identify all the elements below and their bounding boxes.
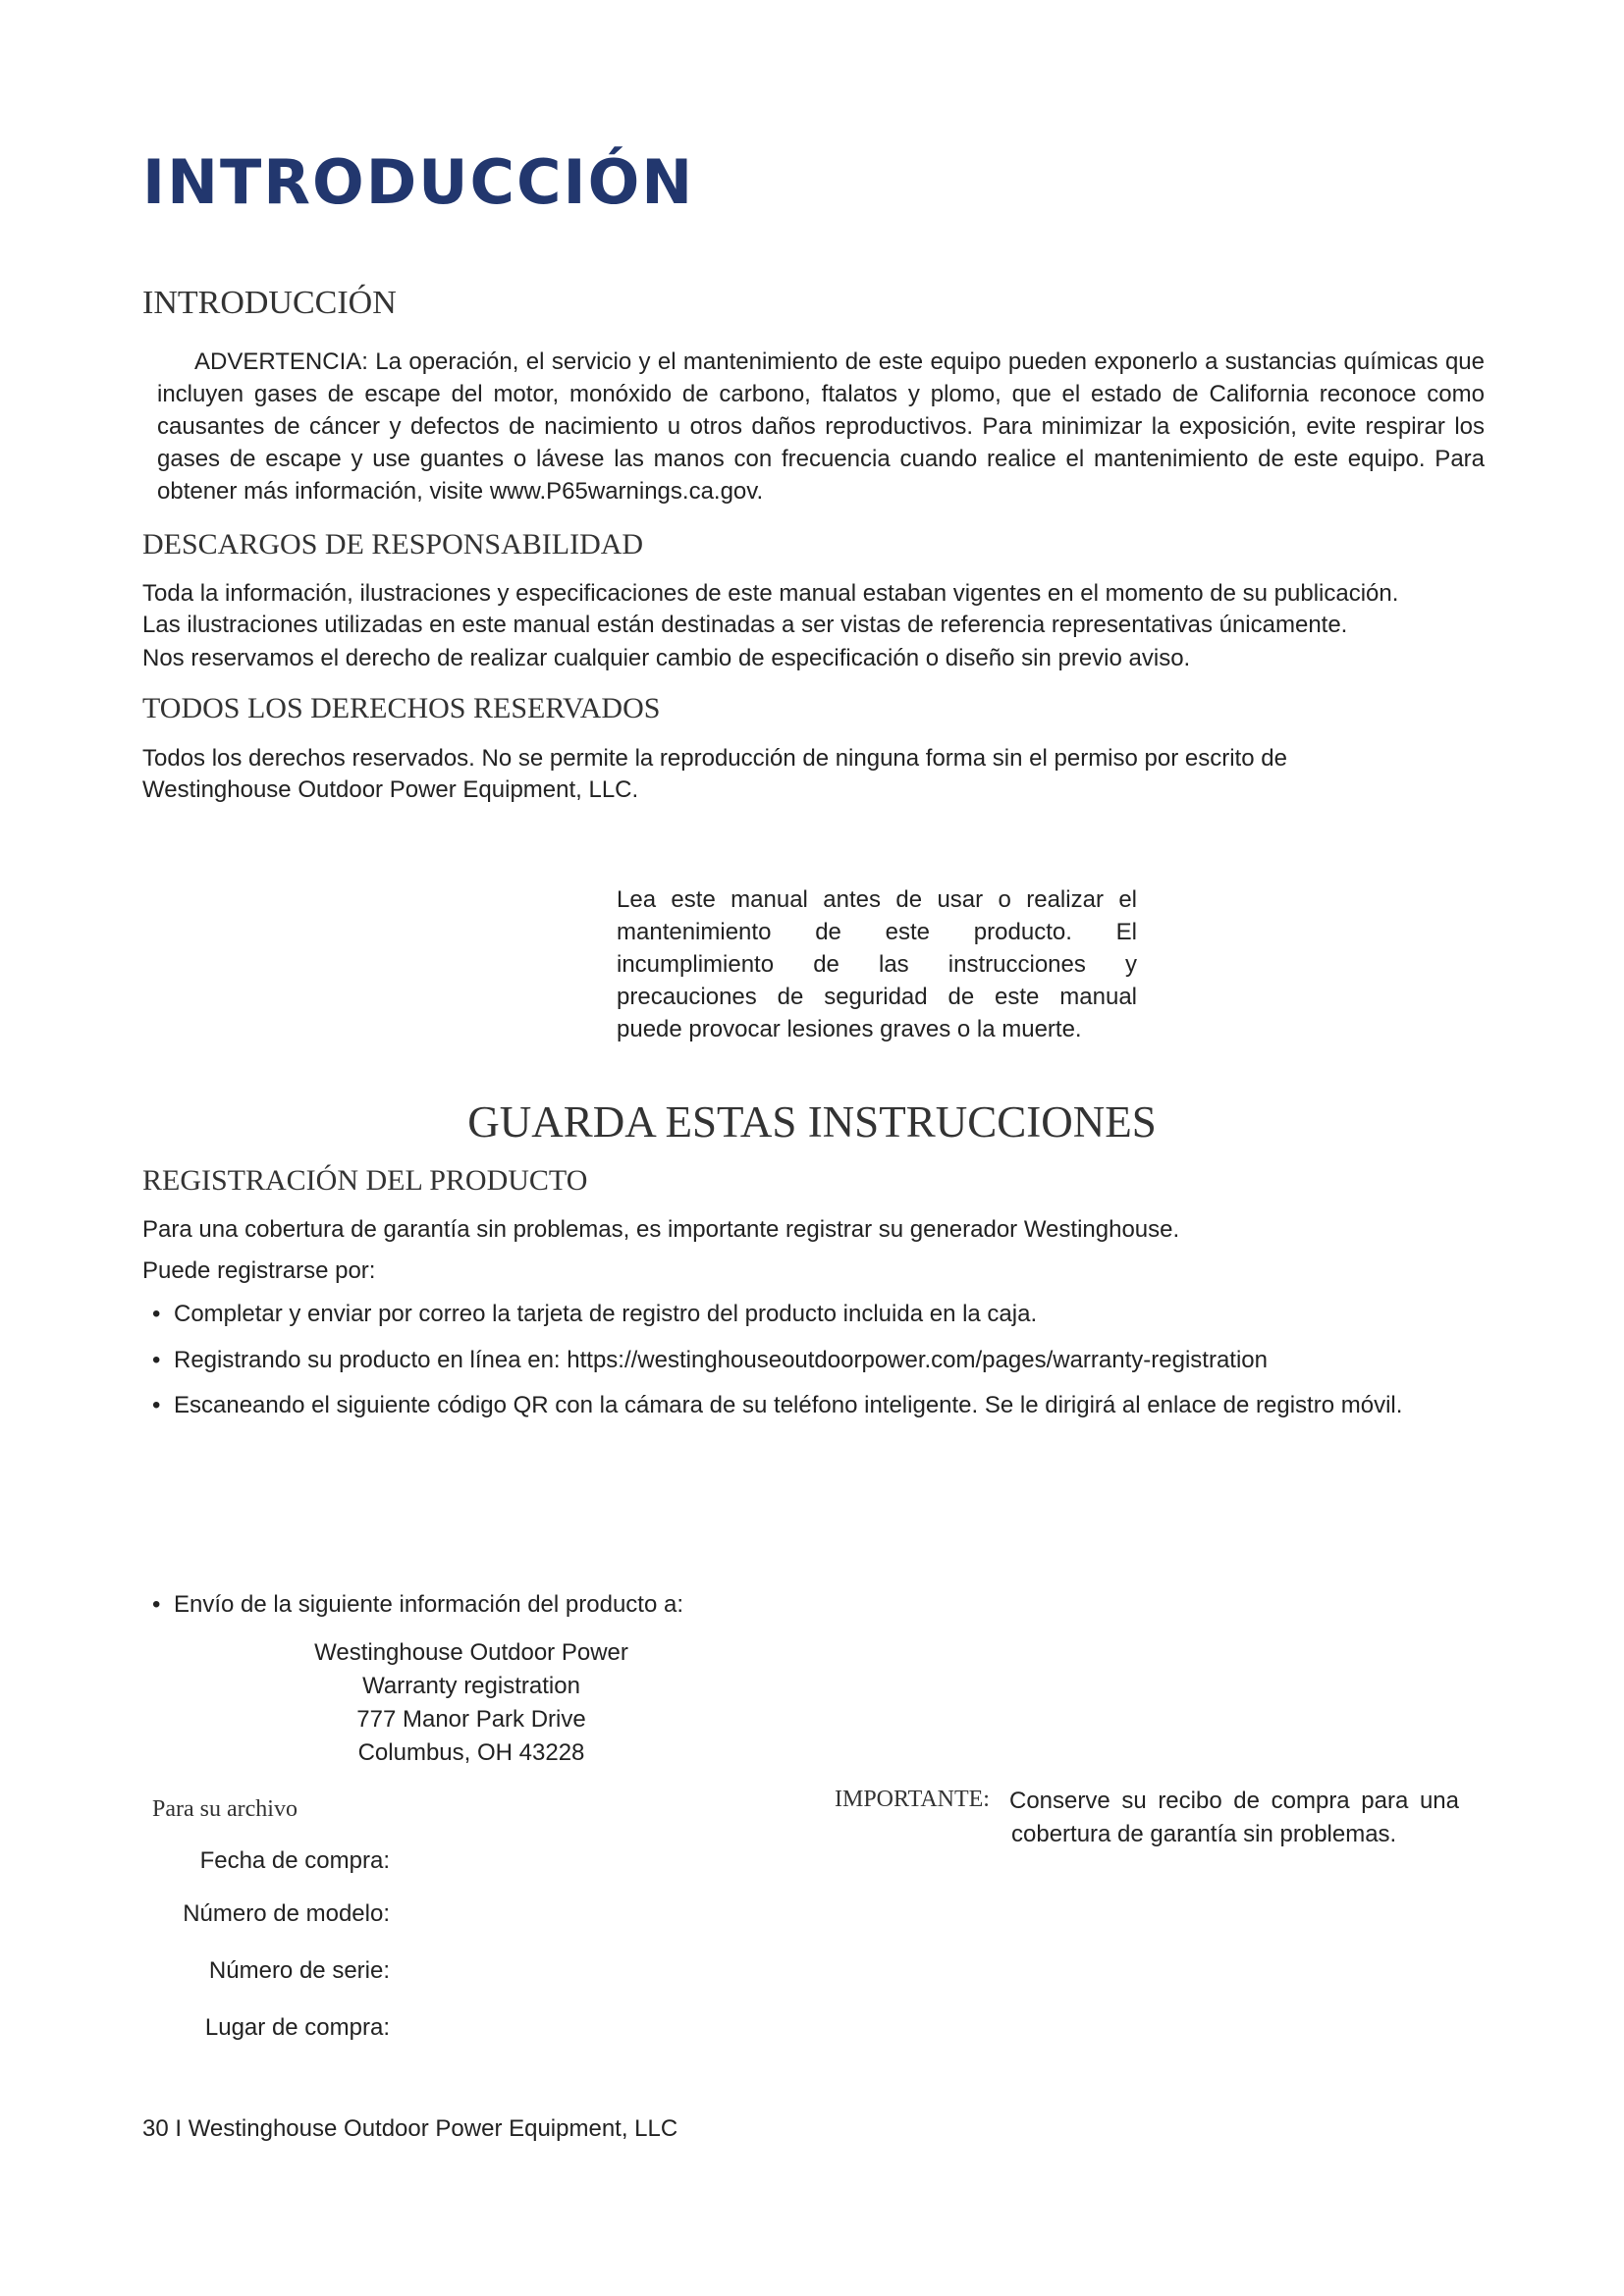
read-manual-notice: Lea este manual antes de usar o realizar el mantenimiento de este producto. El incumplimiento de las instrucciones y precauciones de seguridad de este manual puede provocar lesiones graves o la muerte. <box>617 886 1137 1042</box>
list-item <box>152 1591 683 1619</box>
bullet-icon: • <box>152 1392 161 1418</box>
rights-heading: TODOS LOS DERECHOS RESERVADOS <box>142 692 661 724</box>
purchase-place-label: Lugar de compra: <box>204 2014 390 2041</box>
disclaimer-line-2: Las ilustraciones utilizadas en este manual están destinadas a ser vistas de referencia representativas únicamente. <box>142 612 1348 638</box>
save-instructions-heading: GUARDA ESTAS INSTRUCCIONES <box>467 1097 1157 1147</box>
important-label: IMPORTANTE: <box>835 1787 990 1812</box>
records-heading: Para su archivo <box>152 1796 298 1822</box>
disclaimer-heading: DESCARGOS DE RESPONSABILIDAD <box>142 528 644 561</box>
list-item <box>152 1347 1268 1374</box>
warning-paragraph: ADVERTENCIA: La operación, el servicio y el mantenimiento de este equipo pueden exponerlo a sustancias químicas que incluyen gases de escape del motor, monóxido de carbono, ftalatos y plomo, que el estado de California reconoce como causantes de cáncer y defectos de nacimiento u otros daños reproductivos. Para minimizar la exposición, evite respirar los gases de escape y use guantes o lávese las manos con frecuencia cuando realice el mantenimiento de este equipo. Para obtener más información, visite www.P65warnings.ca.gov. <box>157 348 1485 505</box>
rights-line-2: Westinghouse Outdoor Power Equipment, LLC. <box>142 776 639 803</box>
list-item <box>152 1301 1037 1328</box>
bullet-icon: • <box>152 1347 161 1373</box>
important-note: Conserve su recibo de compra para una cobertura de garantía sin problemas. <box>1009 1788 1459 1847</box>
registration-heading: REGISTRACIÓN DEL PRODUCTO <box>142 1164 588 1197</box>
page-title: INTRODUCCIÓN <box>142 146 695 218</box>
disclaimer-line-3: Nos reservamos el derecho de realizar cualquier cambio de especificación o diseño sin previo aviso. <box>142 645 1191 671</box>
address-line: Columbus, OH 43228 <box>357 1739 585 1766</box>
purchase-date-label: Fecha de compra: <box>199 1847 390 1874</box>
bullet-icon: • <box>152 1591 161 1618</box>
address-line: Warranty registration <box>362 1673 580 1699</box>
model-number-label: Número de modelo: <box>183 1900 390 1927</box>
bullet-text: Completar y enviar por correo la tarjeta de registro del producto incluida en la caja. <box>174 1301 1038 1327</box>
registration-intro: Para una cobertura de garantía sin problemas, es importante registrar su generador Westinghouse. <box>142 1216 1180 1243</box>
list-item <box>152 1392 1402 1419</box>
bullet-text: Registrando su producto en línea en: https://westinghouseoutdoorpower.com/pages/warranty-registration <box>174 1347 1268 1373</box>
intro-heading: INTRODUCCIÓN <box>142 285 397 321</box>
bullet-icon: • <box>152 1301 161 1327</box>
disclaimer-line-1: Toda la información, ilustraciones y especificaciones de este manual estaban vigentes en el momento de su publicación. <box>142 580 1399 607</box>
address-block <box>295 1636 648 1770</box>
address-line: 777 Manor Park Drive <box>356 1706 586 1733</box>
bullet-text: Envío de la siguiente información del producto a: <box>174 1591 683 1618</box>
registration-options-label: Puede registrarse por: <box>142 1257 376 1284</box>
rights-line-1: Todos los derechos reservados. No se permite la reproducción de ninguna forma sin el permiso por escrito de <box>142 745 1287 772</box>
address-line: Westinghouse Outdoor Power <box>314 1639 628 1666</box>
serial-number-label: Número de serie: <box>208 1957 390 1984</box>
bullet-text: Escaneando el siguiente código QR con la cámara de su teléfono inteligente. Se le dirigirá al enlace de registro móvil. <box>174 1392 1403 1418</box>
page-footer: 30 I Westinghouse Outdoor Power Equipment, LLC <box>142 2115 678 2142</box>
